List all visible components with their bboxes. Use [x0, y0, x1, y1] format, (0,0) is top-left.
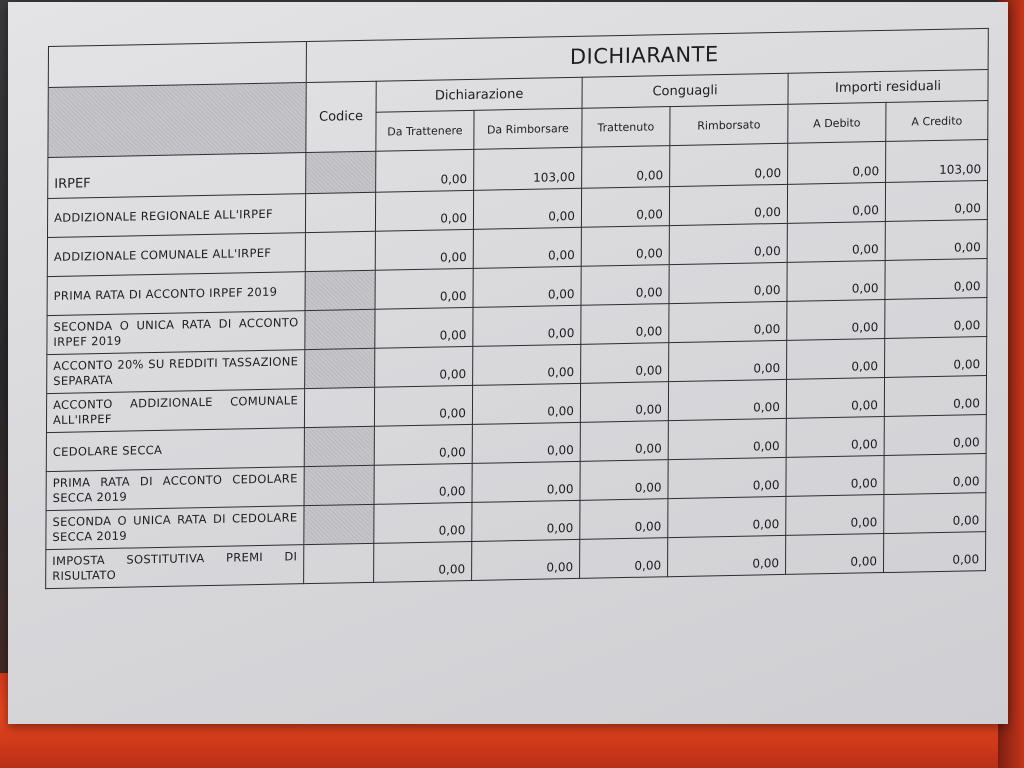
amount-cell: 0,00: [473, 188, 581, 229]
amount-cell: 0,00: [582, 146, 670, 189]
amount-cell: 0,00: [472, 383, 580, 424]
amount-cell: 0,00: [375, 190, 473, 231]
amount-cell: 0,00: [786, 378, 884, 419]
codice-cell: [304, 543, 374, 583]
group-header-dichiarazione: Dichiarazione: [376, 77, 582, 112]
amount-cell: 0,00: [668, 535, 786, 576]
amount-cell: 103,00: [474, 147, 582, 190]
amount-cell: 0,00: [885, 337, 987, 378]
amount-cell: 0,00: [787, 299, 885, 340]
amount-cell: 0,00: [580, 382, 668, 423]
amount-cell: 0,00: [375, 268, 473, 309]
amount-cell: 0,00: [885, 259, 987, 300]
amount-cell: 0,00: [668, 457, 786, 498]
codice-cell: [304, 504, 374, 544]
amount-cell: 0,00: [376, 149, 474, 192]
column-header-trattenuto: Trattenuto: [582, 107, 670, 148]
amount-cell: 0,00: [787, 338, 885, 379]
row-label: PRIMA RATA DI ACCONTO CEDOLARE SECCA 2019: [46, 467, 304, 511]
header-shaded-block: [48, 83, 306, 158]
column-header-a-credito: A Credito: [886, 100, 988, 141]
amount-cell: 0,00: [668, 418, 786, 459]
codice-cell: [304, 387, 374, 427]
amount-cell: 0,00: [670, 143, 788, 186]
amount-cell: 0,00: [788, 141, 886, 184]
amount-cell: 0,00: [885, 219, 987, 260]
row-label: IMPOSTA SOSTITUTIVA PREMI DI RISULTATO: [46, 545, 304, 589]
amount-cell: 0,00: [668, 496, 786, 537]
column-header-da-trattenere: Da Trattenere: [376, 110, 474, 151]
amount-cell: 0,00: [375, 307, 473, 348]
codice-header: Codice: [306, 81, 376, 152]
codice-cell: [305, 192, 375, 232]
amount-cell: 0,00: [669, 223, 787, 264]
amount-cell: 0,00: [786, 495, 884, 536]
column-header-da-rimborsare: Da Rimborsare: [474, 108, 582, 149]
column-header-rimborsato: Rimborsato: [670, 104, 788, 145]
amount-cell: 0,00: [374, 385, 472, 426]
amount-cell: 0,00: [669, 184, 787, 225]
codice-cell: [305, 270, 375, 310]
group-header-conguagli: Conguagli: [582, 73, 788, 108]
amount-cell: 0,00: [885, 298, 987, 339]
amount-cell: 0,00: [580, 421, 668, 462]
amount-cell: 0,00: [374, 424, 472, 465]
amount-cell: 0,00: [884, 532, 986, 573]
row-label: ACCONTO 20% SU REDDITI TASSAZIONE SEPARATA: [47, 350, 305, 394]
amount-cell: 0,00: [885, 180, 987, 221]
amount-cell: 0,00: [581, 304, 669, 345]
codice-cell: [304, 465, 374, 505]
codice-cell: [305, 231, 375, 271]
amount-cell: 0,00: [884, 415, 986, 456]
amount-cell: 0,00: [669, 340, 787, 381]
amount-cell: 0,00: [884, 376, 986, 417]
amount-cell: 0,00: [581, 187, 669, 228]
amount-cell: 0,00: [375, 346, 473, 387]
row-label-irpef: IRPEF: [48, 153, 306, 199]
codice-cell: [306, 151, 376, 193]
form-top-blank: [48, 42, 306, 88]
amount-cell: 0,00: [787, 182, 885, 223]
amount-cell: 0,00: [581, 226, 669, 267]
amount-cell: 0,00: [580, 499, 668, 540]
amount-cell: 0,00: [787, 221, 885, 262]
amount-cell: 0,00: [787, 260, 885, 301]
amount-cell: 0,00: [472, 422, 580, 463]
paper-sheet: [8, 2, 1008, 724]
row-label: SECONDA O UNICA RATA DI ACCONTO IRPEF 2019: [47, 311, 305, 355]
amount-cell: 0,00: [473, 305, 581, 346]
amount-cell: 0,00: [580, 538, 668, 579]
amount-cell: 0,00: [669, 262, 787, 303]
amount-cell: 0,00: [884, 454, 986, 495]
amount-cell: 0,00: [374, 463, 472, 504]
amount-cell: 0,00: [375, 229, 473, 270]
row-label: ADDIZIONALE COMUNALE ALL'IRPEF: [47, 233, 305, 277]
row-label: SECONDA O UNICA RATA DI CEDOLARE SECCA 2019: [46, 506, 304, 550]
amount-cell: 0,00: [581, 265, 669, 306]
row-label: ACCONTO ADDIZIONALE COMUNALE ALL'IRPEF: [46, 389, 304, 433]
amount-cell: 0,00: [473, 266, 581, 307]
amount-cell: 0,00: [581, 343, 669, 384]
row-label: ADDIZIONALE REGIONALE ALL'IRPEF: [47, 194, 305, 238]
amount-cell: 0,00: [472, 500, 580, 541]
amount-cell: 0,00: [472, 461, 580, 502]
amount-cell: 0,00: [374, 502, 472, 543]
amount-cell: 0,00: [473, 344, 581, 385]
codice-cell: [305, 309, 375, 349]
group-header-importi-residuali: Importi residuali: [788, 69, 988, 104]
codice-cell: [304, 426, 374, 466]
amount-cell: 0,00: [884, 493, 986, 534]
amount-cell: 0,00: [786, 534, 884, 575]
amount-cell: 103,00: [886, 139, 988, 182]
amount-cell: 0,00: [786, 456, 884, 497]
amount-cell: 0,00: [473, 227, 581, 268]
codice-cell: [305, 348, 375, 388]
row-label: CEDOLARE SECCA: [46, 428, 304, 472]
amount-cell: 0,00: [580, 460, 668, 501]
amount-cell: 0,00: [668, 379, 786, 420]
dichiarante-table: [45, 28, 989, 589]
amount-cell: 0,00: [669, 301, 787, 342]
column-header-a-debito: A Debito: [788, 102, 886, 143]
amount-cell: 0,00: [786, 417, 884, 458]
section-title: DICHIARANTE: [306, 28, 988, 82]
row-label: PRIMA RATA DI ACCONTO IRPEF 2019: [47, 272, 305, 316]
tax-form: [45, 28, 988, 589]
amount-cell: 0,00: [374, 541, 472, 582]
amount-cell: 0,00: [472, 539, 580, 580]
